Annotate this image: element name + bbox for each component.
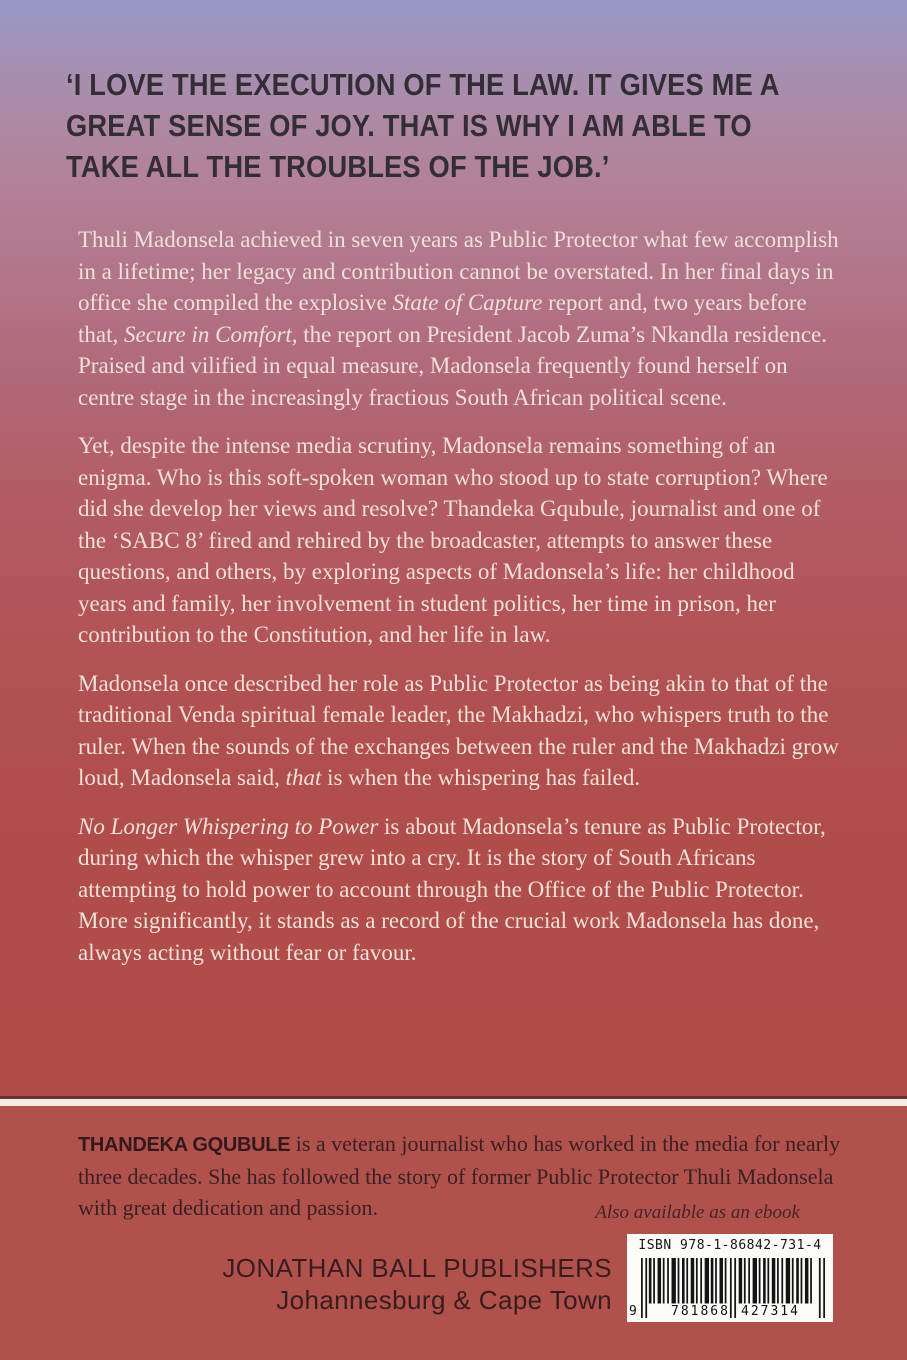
barcode-digits-group1: 781868 [671, 1304, 730, 1319]
ebook-availability-note: Also available as an ebook [595, 1202, 800, 1223]
author-name: THANDEKA GQUBULE [78, 1134, 291, 1156]
blurb-text: Yet, despite the intense media scrutiny, Madonsela remains something of an enigma. Who is this soft-spoken woman who stood up to state corruption? Where did she develop her views and resolve? Thandeka Gqubule, journalist and one of the ‘SABC 8’ fired and rehired by the broadcaster, attempts to answer these questions, and others, by exploring aspects of Madonsela’s life: her childhood years and family, her involvement in student politics, her time in prison, her contribution to the Constitution, and her life in law. [78, 433, 828, 647]
blurb-paragraph-1 [78, 224, 846, 413]
barcode [629, 1258, 825, 1319]
barcode-digit-left: 9 [629, 1304, 637, 1319]
report-title: State of Capture [392, 290, 543, 315]
publisher-cities: Johannesburg & Cape Town [276, 1285, 612, 1315]
book-title: No Longer Whispering to Power [78, 813, 379, 839]
barcode-digits-group2: 427314 [741, 1304, 800, 1319]
blurb-text: Madonsela once described her role as Public Protector as being akin to that of the traditional Venda spiritual female leader, the Makhadzi, who whispers truth to the ruler. When the sounds of the exchanges between the ruler and the Makhadzi grow loud, Madonsela said, [78, 670, 839, 790]
publisher-name: JONATHAN BALL PUBLISHERS [222, 1253, 612, 1283]
blurb-text: Thuli Madonsela achieved in seven years as Public Protector what few accomplish in a lifetime; her legacy and contribution cannot be overstated. In her final days in office she compiled the explosive [78, 227, 839, 315]
blurb-paragraph-2 [78, 430, 846, 651]
blurb-text: report and, two years before that, [78, 290, 807, 347]
blurb [78, 224, 846, 985]
blurb-paragraph-3 [78, 668, 846, 794]
pull-quote: ‘I LOVE THE EXECUTION OF THE LAW. IT GIVES ME A GREAT SENSE OF JOY. THAT IS WHY I AM ABLE TO TAKE ALL THE TROUBLES OF THE JOB.’ [66, 67, 779, 184]
divider-line [0, 1099, 907, 1106]
emphasis-word: that [285, 765, 322, 790]
isbn-barcode-box [627, 1234, 833, 1322]
blurb-text: is when the whispering has failed. [321, 765, 641, 790]
publisher-block [222, 1252, 612, 1317]
blurb-text: , the report on President Jacob Zuma’s Nkandla residence. Praised and vilified in equal measure, Madonsela frequently found herself on centre stage in the increasingly fractious South African political scene. [78, 321, 828, 410]
report-title: Secure in Comfort [124, 321, 292, 347]
author-bio-text: is a veteran journalist who has worked in the media for nearly three decades. She has followed the story of former Public Protector Thuli Madonsela with great dedication and passion. [78, 1131, 841, 1220]
isbn-number: ISBN 978-1-86842-731-4 [638, 1238, 822, 1253]
blurb-text: is about Madonsela’s tenure as Public Protector, during which the whisper grew into a cry. It is the story of South Africans attempting to hold power to account through the Office of the Public Protector. More significantly, it stands as a record of the crucial work Madonsela has done, always acting without fear or favour. [78, 813, 826, 965]
blurb-paragraph-4 [78, 811, 846, 969]
